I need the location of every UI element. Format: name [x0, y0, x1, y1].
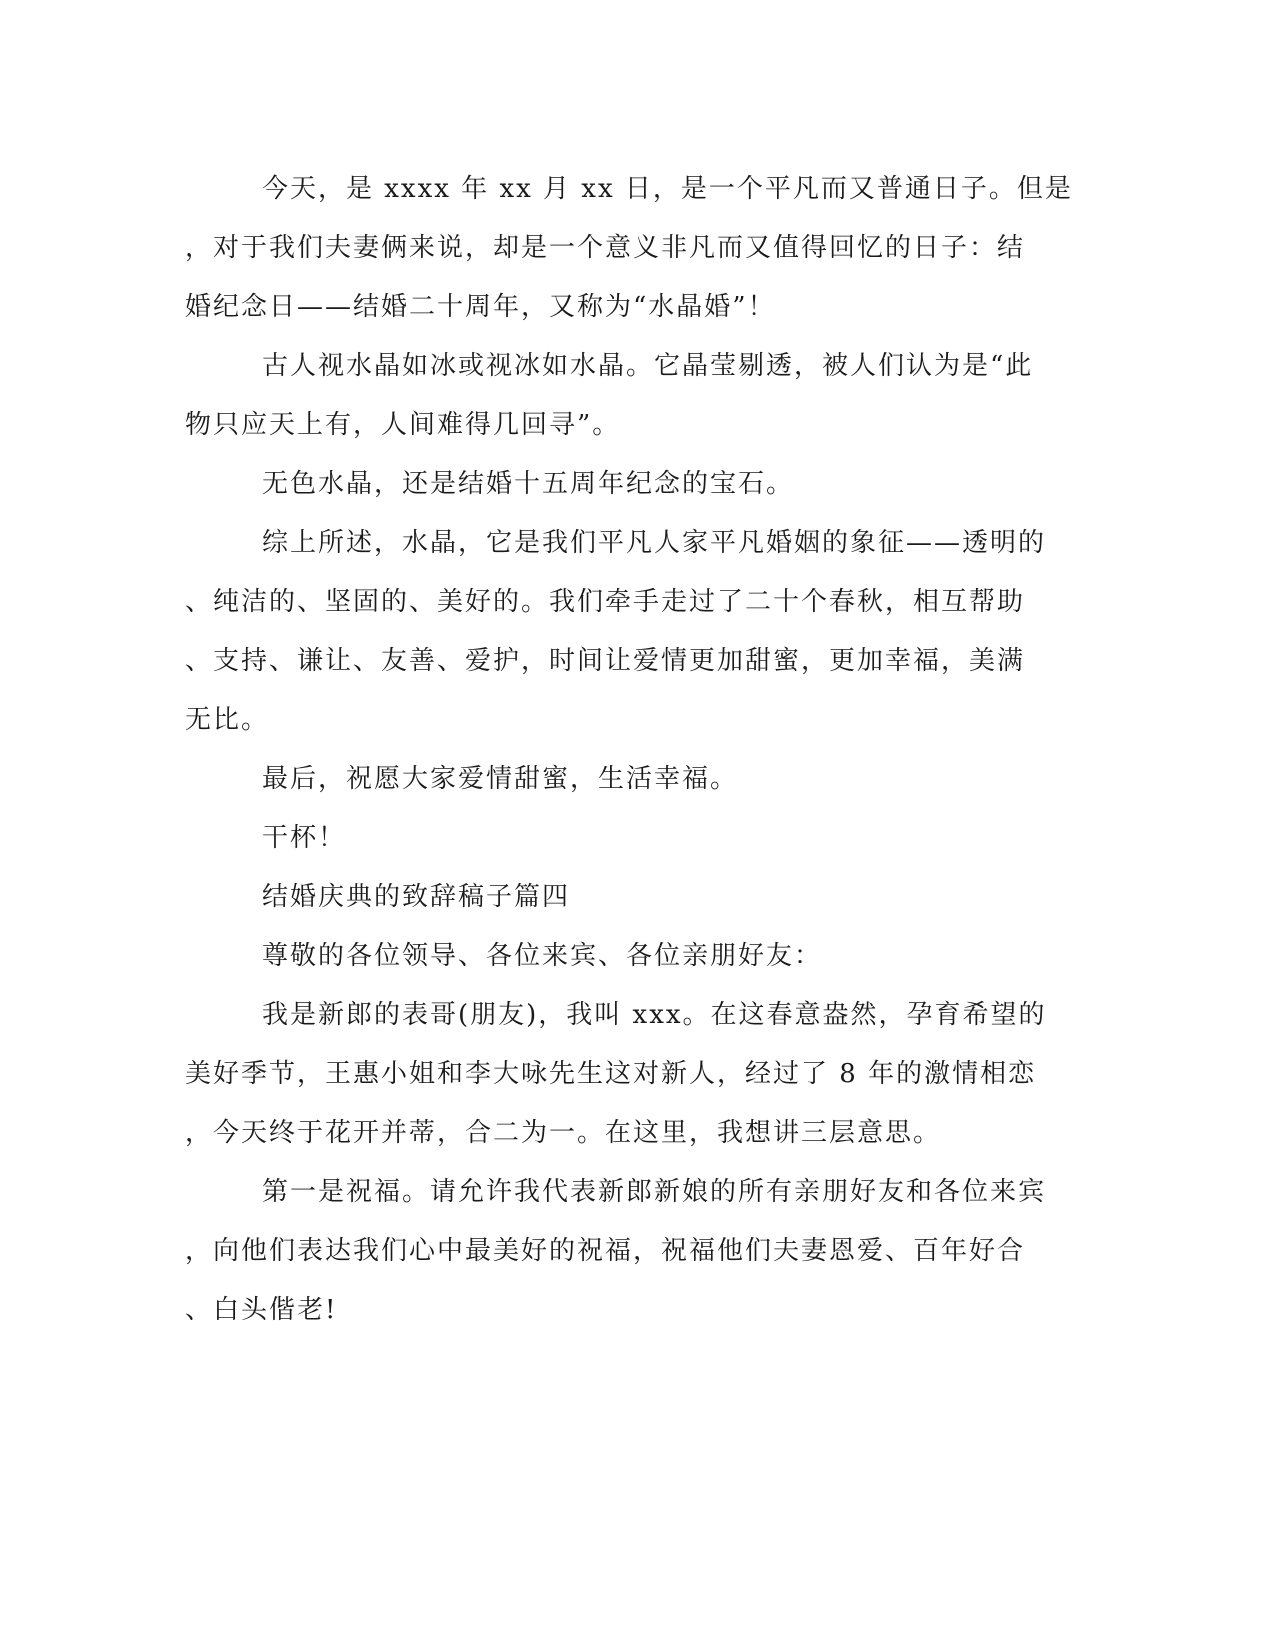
text-line: 美好季节，王惠小姐和李大咏先生这对新人，经过了 8 年的激情相恋 [185, 1059, 1037, 1089]
text-line: 无色水晶，还是结婚十五周年纪念的宝石。 [262, 469, 795, 499]
text-line: ，向他们表达我们心中最美好的祝福，祝福他们夫妻恩爱、百年好合 [185, 1236, 1026, 1266]
text-line: 最后，祝愿大家爱情甜蜜，生活幸福。 [262, 764, 739, 794]
text-line: 、支持、谦让、友善、爱护，时间让爱情更加甜蜜，更加幸福，美满 [185, 646, 1026, 676]
text-line: 、纯洁的、坚固的、美好的。我们牵手走过了二十个春秋，相互帮助 [185, 587, 1026, 617]
text-line: 古人视水晶如冰或视冰如水晶。它晶莹剔透，被人们认为是“此 [262, 351, 1034, 381]
section-heading: 结婚庆典的致辞稿子篇四 [262, 882, 571, 912]
text-line: 今天，是 xxxx 年 xx 月 xx 日，是一个平凡而又普通日子。但是 [262, 174, 1073, 204]
text-line: 物只应天上有，人间难得几回寻”。 [185, 410, 621, 440]
text-line: 、白头偕老! [185, 1295, 338, 1325]
text-line: ，对于我们夫妻俩来说，却是一个意义非凡而又值得回忆的日子：结 [185, 233, 1026, 263]
text-line: 综上所述，水晶，它是我们平凡人家平凡婚姻的象征——透明的 [262, 528, 1047, 558]
text-line: ，今天终于花开并蒂，合二为一。在这里，我想讲三层意思。 [185, 1118, 942, 1148]
text-line: 尊敬的各位领导、各位来宾、各位亲朋好友： [262, 941, 823, 971]
text-line: 无比。 [185, 705, 270, 735]
text-line: 我是新郎的表哥(朋友)，我叫 xxx。在这春意盎然，孕育希望的 [262, 1000, 1047, 1030]
text-line: 干杯！ [262, 823, 347, 853]
text-line: 第一是祝福。请允许我代表新郎新娘的所有亲朋好友和各位来宾 [262, 1177, 1047, 1207]
text-line: 婚纪念日——结婚二十周年，又称为“水晶婚”！ [185, 292, 776, 322]
